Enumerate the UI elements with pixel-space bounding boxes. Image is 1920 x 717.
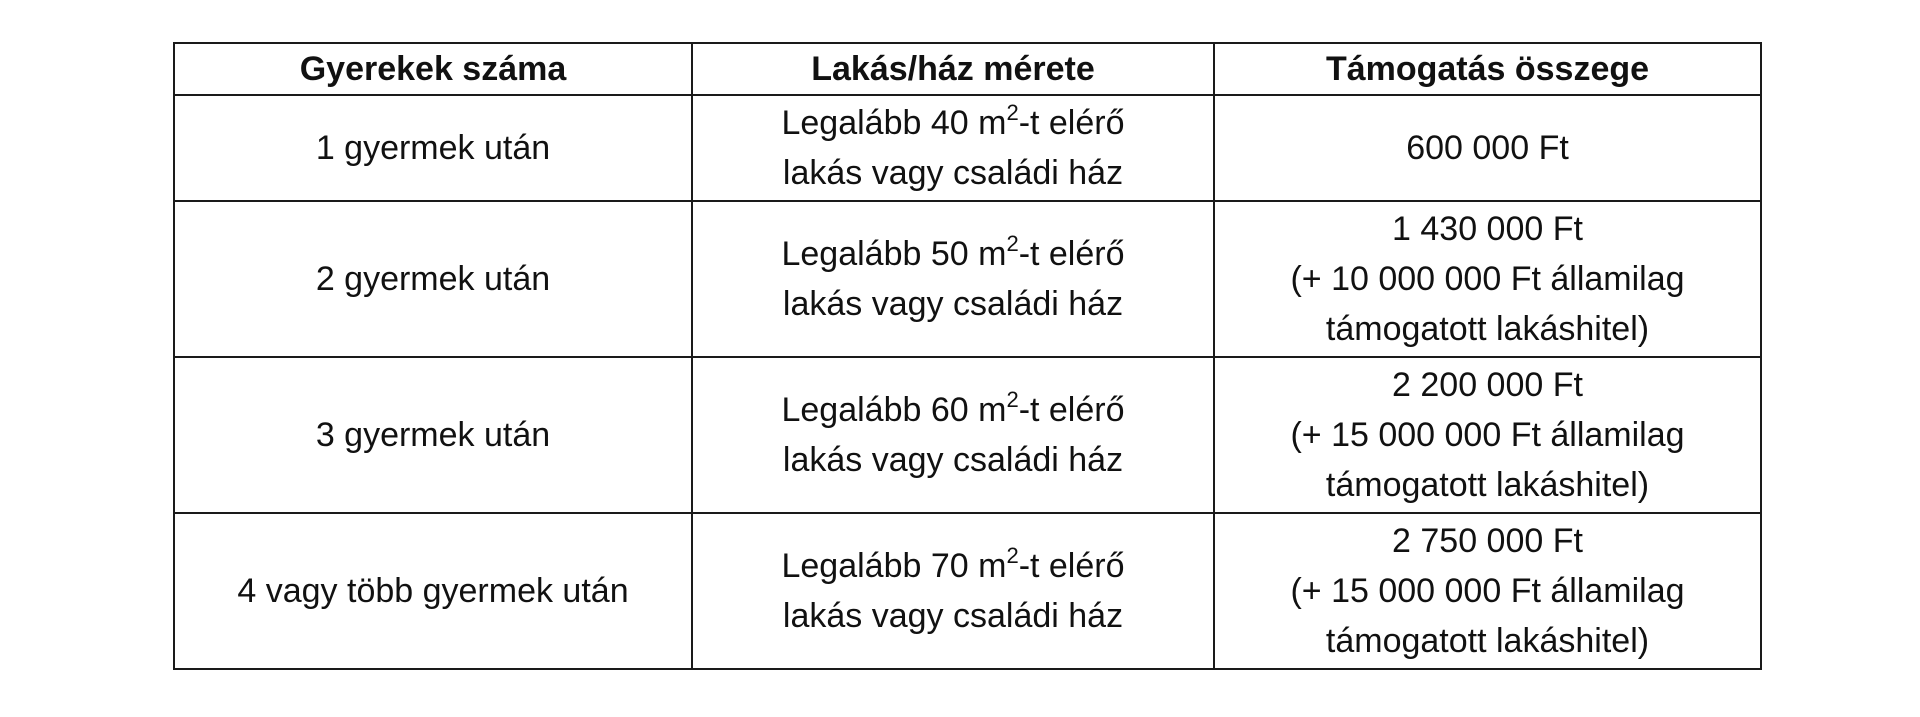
home-size-line-2: lakás vagy családi ház bbox=[782, 597, 1124, 635]
home-size-line-2: lakás vagy családi ház bbox=[782, 441, 1124, 479]
amount-line: 600 000 Ft bbox=[1406, 129, 1569, 167]
size-prefix: Legalább 60 m bbox=[781, 391, 1007, 429]
amount-line: támogatott lakáshitel) bbox=[1325, 622, 1650, 660]
amount-line: 2 200 000 Ft bbox=[1392, 366, 1583, 404]
home-size-line-1 bbox=[703, 385, 1203, 435]
amount-line: (+ 10 000 000 Ft államilag bbox=[1290, 260, 1685, 298]
table-row bbox=[174, 357, 1761, 513]
support-amount-cell bbox=[1214, 513, 1761, 669]
header-support-amount: Támogatás összege bbox=[1214, 43, 1761, 95]
amount-line: (+ 15 000 000 Ft államilag bbox=[1290, 416, 1685, 454]
support-amount-cell bbox=[1214, 201, 1761, 357]
amount-line: (+ 15 000 000 Ft államilag bbox=[1290, 572, 1685, 610]
header-children-count: Gyerekek száma bbox=[174, 43, 692, 95]
size-suffix: -t elérő bbox=[1018, 235, 1125, 273]
size-suffix: -t elérő bbox=[1018, 104, 1125, 142]
home-size-cell bbox=[692, 357, 1214, 513]
header-home-size: Lakás/ház mérete bbox=[692, 43, 1214, 95]
size-suffix: -t elérő bbox=[1018, 547, 1125, 585]
header-row bbox=[174, 43, 1761, 95]
size-prefix: Legalább 70 m bbox=[781, 547, 1007, 585]
size-superscript: 2 bbox=[1006, 100, 1019, 125]
size-prefix: Legalább 50 m bbox=[781, 235, 1007, 273]
home-size-line-2: lakás vagy családi ház bbox=[782, 154, 1124, 192]
amount-line: támogatott lakáshitel) bbox=[1325, 466, 1650, 504]
home-size-line-1 bbox=[703, 541, 1203, 591]
size-superscript: 2 bbox=[1006, 387, 1019, 412]
amount-line: 2 750 000 Ft bbox=[1392, 522, 1583, 560]
home-size-line-1 bbox=[703, 229, 1203, 279]
support-table-container bbox=[173, 42, 1760, 670]
children-count-cell: 2 gyermek után bbox=[174, 201, 692, 357]
home-size-cell bbox=[692, 513, 1214, 669]
home-size-line-1 bbox=[703, 98, 1203, 148]
home-size-line-2: lakás vagy családi ház bbox=[782, 285, 1124, 323]
children-count-cell: 3 gyermek után bbox=[174, 357, 692, 513]
amount-line: támogatott lakáshitel) bbox=[1325, 310, 1650, 348]
size-prefix: Legalább 40 m bbox=[781, 104, 1007, 142]
size-suffix: -t elérő bbox=[1018, 391, 1125, 429]
support-table bbox=[173, 42, 1762, 670]
amount-line: 1 430 000 Ft bbox=[1392, 210, 1583, 248]
support-amount-cell bbox=[1214, 95, 1761, 201]
home-size-cell bbox=[692, 95, 1214, 201]
children-count-cell: 1 gyermek után bbox=[174, 95, 692, 201]
support-amount-cell bbox=[1214, 357, 1761, 513]
size-superscript: 2 bbox=[1006, 231, 1019, 256]
table-row bbox=[174, 513, 1761, 669]
children-count-cell: 4 vagy több gyermek után bbox=[174, 513, 692, 669]
table-row bbox=[174, 95, 1761, 201]
home-size-cell bbox=[692, 201, 1214, 357]
table-row bbox=[174, 201, 1761, 357]
size-superscript: 2 bbox=[1006, 543, 1019, 568]
